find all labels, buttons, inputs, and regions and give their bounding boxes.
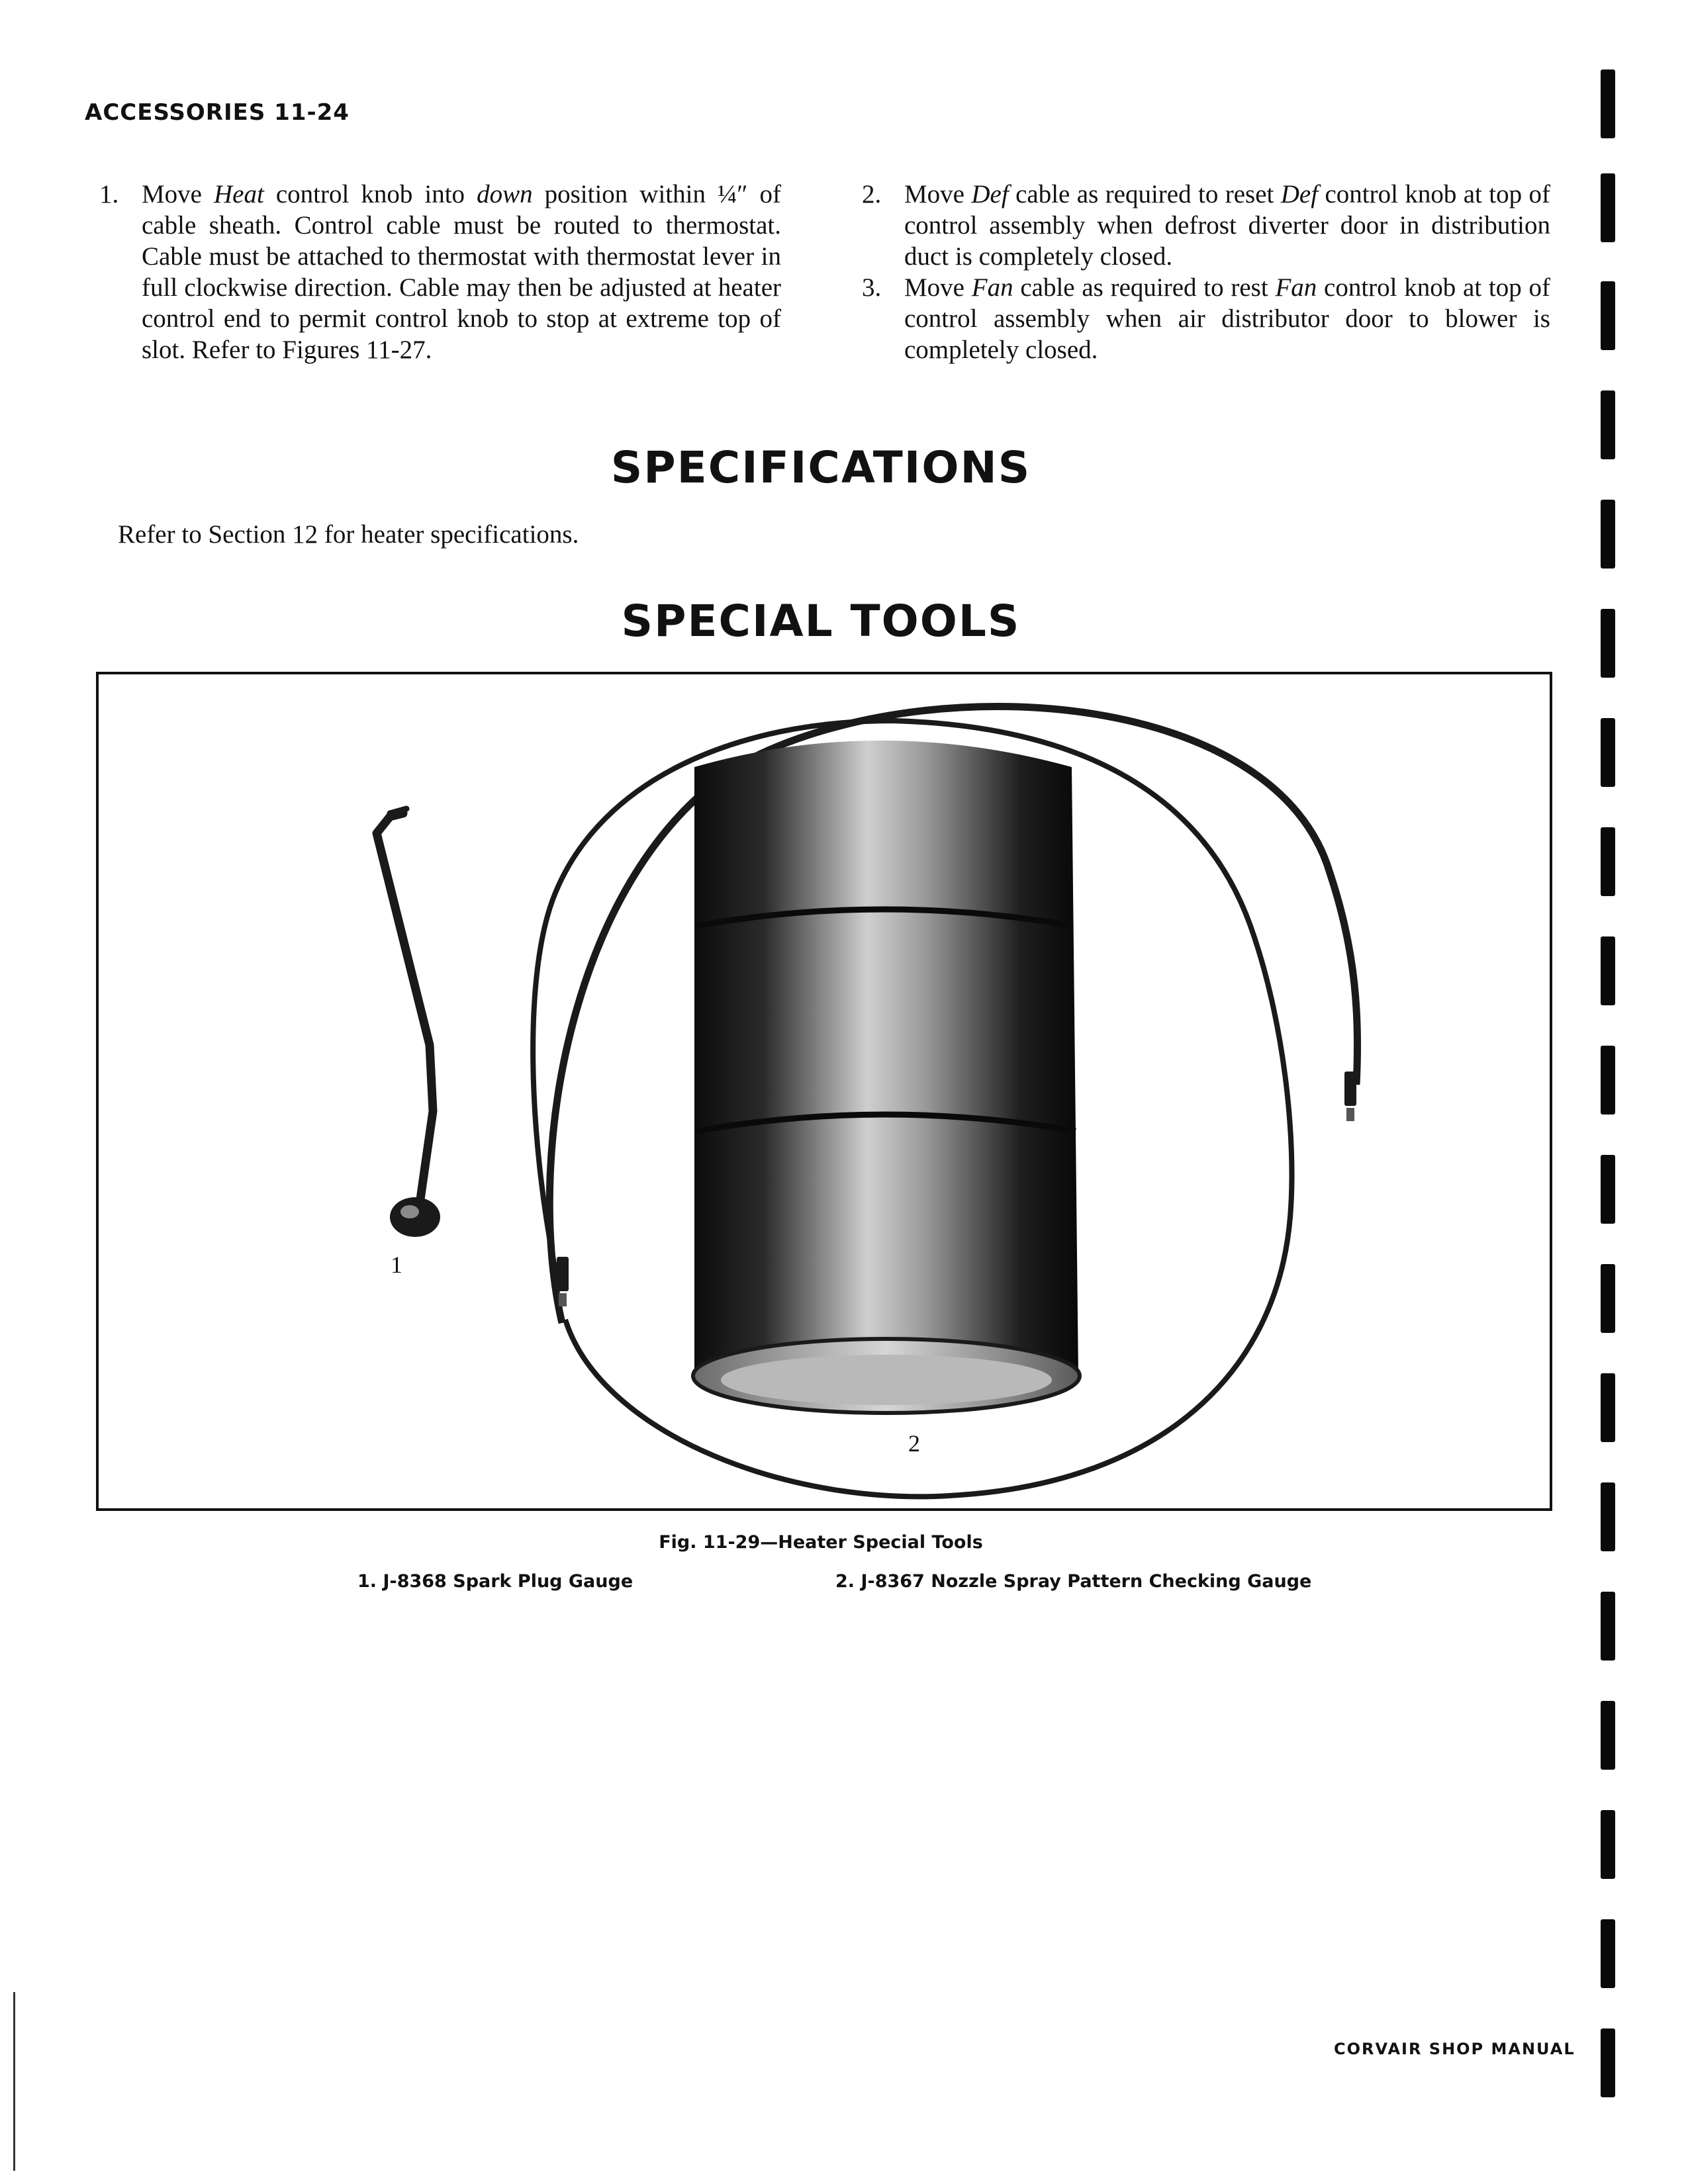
index-mark	[1601, 173, 1615, 242]
index-mark	[1601, 1264, 1615, 1333]
step-text: control knob at top of control assembly when air distributor door to blower is completely closed.	[904, 273, 1550, 364]
step-text: control knob into	[263, 180, 477, 208]
index-mark	[1601, 827, 1615, 896]
step-emphasis: Fan	[971, 273, 1013, 302]
special-tools-heading: SPECIAL TOOLS	[621, 596, 1021, 647]
step-number: 2.	[862, 180, 882, 208]
specifications-note: Refer to Section 12 for heater specifications.	[118, 520, 579, 549]
procedure-step	[99, 179, 781, 365]
step-text: control knob at top of control assembly when defrost diverter door in distribution duct is completely closed.	[904, 180, 1550, 271]
procedure-column-left	[99, 179, 781, 365]
figure-caption: Fig. 11-29—Heater Special Tools	[659, 1532, 983, 1553]
callout-1: 1	[391, 1251, 402, 1278]
page-footer: CORVAIR SHOP MANUAL	[1334, 2040, 1575, 2058]
step-number: 3.	[862, 273, 882, 302]
step-emphasis: Heat	[214, 180, 264, 208]
step-text: cable as required to reset	[1008, 180, 1281, 208]
index-mark	[1601, 1046, 1615, 1115]
step-emphasis: Def	[971, 180, 1009, 208]
step-number: 1.	[99, 180, 119, 208]
index-mark	[1601, 1592, 1615, 1661]
step-text: Move	[904, 273, 972, 302]
index-mark	[1601, 1482, 1615, 1551]
index-mark	[1601, 1373, 1615, 1442]
index-mark	[1601, 609, 1615, 678]
index-mark	[1601, 1701, 1615, 1770]
index-mark	[1601, 1810, 1615, 1879]
index-mark	[1601, 2028, 1615, 2097]
index-mark	[1601, 936, 1615, 1005]
margin-index-marks	[1601, 0, 1640, 2184]
step-emphasis: Def	[1280, 180, 1319, 208]
callout-2: 2	[908, 1430, 920, 1457]
index-mark	[1601, 718, 1615, 787]
step-text: Move	[142, 180, 214, 208]
index-mark	[1601, 69, 1615, 138]
index-mark	[1601, 390, 1615, 459]
spark-plug-gauge-image	[377, 809, 440, 1237]
specifications-heading: SPECIFICATIONS	[610, 442, 1031, 493]
procedure-step	[862, 179, 1550, 272]
special-tools-photo	[99, 674, 1550, 1508]
step-text: position within ¼″ of cable sheath. Control cable must be routed to thermostat. Cable must be attached to thermostat with thermostat lever in full clockwise direction. Cable may then be adjusted at heater control end to permit control knob to stop at extreme top of slot. Refer to Figures 11-27.	[142, 180, 781, 364]
index-mark	[1601, 281, 1615, 350]
step-emphasis: down	[477, 180, 533, 208]
procedure-step	[862, 272, 1550, 365]
steps-list-left	[99, 179, 781, 365]
steps-list-right	[862, 179, 1550, 365]
scan-edge-line	[13, 1992, 15, 2171]
figure-frame	[96, 672, 1552, 1511]
step-text: cable as required to rest	[1013, 273, 1276, 302]
step-text: Move	[904, 180, 972, 208]
figure-legend-item-1: 1. J-8368 Spark Plug Gauge	[357, 1571, 633, 1592]
nozzle-gauge-image	[533, 706, 1357, 1496]
index-mark	[1601, 1155, 1615, 1224]
page-header: ACCESSORIES 11-24	[85, 99, 350, 126]
step-emphasis: Fan	[1275, 273, 1317, 302]
procedure-column-right	[862, 179, 1550, 365]
index-mark	[1601, 1919, 1615, 1988]
index-mark	[1601, 500, 1615, 569]
figure-legend-item-2: 2. J-8367 Nozzle Spray Pattern Checking Gauge	[835, 1571, 1312, 1592]
